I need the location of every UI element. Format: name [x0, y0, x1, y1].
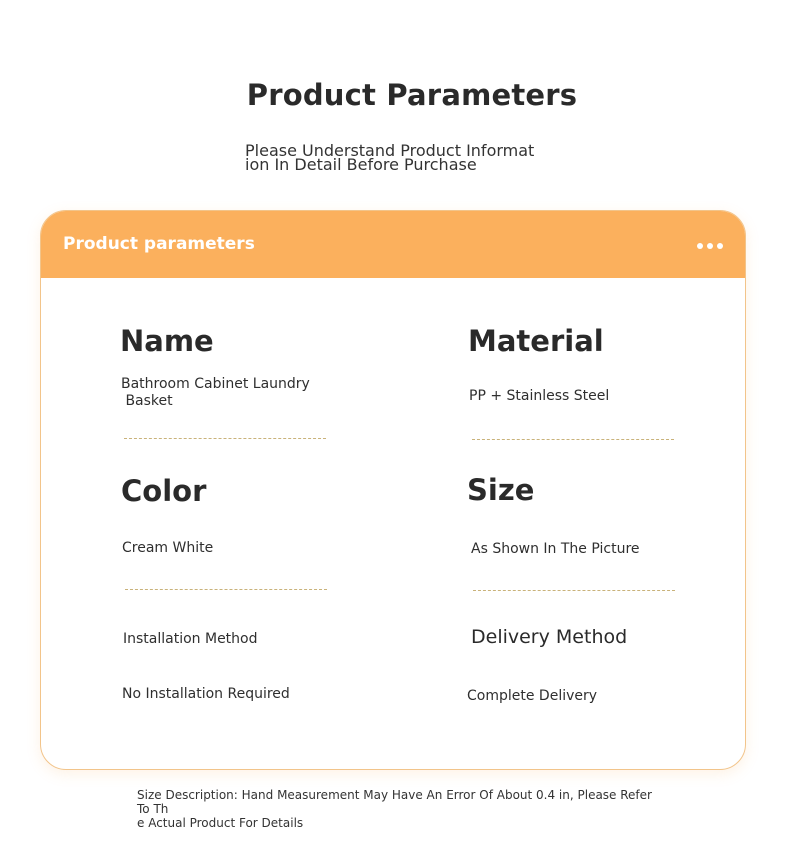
- divider: [125, 589, 327, 590]
- size-footnote: [137, 788, 657, 830]
- param-installation-value: No Installation Required: [122, 686, 290, 702]
- subtitle-line-2: ion In Detail Before Purchase: [245, 155, 477, 174]
- page-subtitle: [245, 141, 555, 174]
- param-name-value: [121, 376, 310, 410]
- footnote-line-1: Size Description: Hand Measurement May Have An Error Of About 0.4 in, Please Refer To Th: [137, 788, 652, 816]
- parameters-card: [40, 210, 746, 770]
- param-name-value-line-1: Bathroom Cabinet Laundry: [121, 376, 310, 392]
- param-material-label: Material: [468, 324, 604, 358]
- subtitle-line-1: Please Understand Product Informat: [245, 141, 535, 160]
- footnote-line-2: e Actual Product For Details: [137, 816, 304, 830]
- divider: [472, 439, 674, 440]
- more-dots-icon[interactable]: [697, 243, 723, 249]
- param-color-value: Cream White: [122, 540, 214, 556]
- param-name-value-line-2: Basket: [121, 393, 173, 409]
- dot: [697, 243, 703, 249]
- divider: [124, 438, 326, 439]
- card-header: [41, 211, 745, 278]
- dot: [717, 243, 723, 249]
- dot: [707, 243, 713, 249]
- card-header-title: Product parameters: [63, 234, 255, 254]
- page-title: Product Parameters: [246, 78, 578, 112]
- param-delivery-value: Complete Delivery: [467, 688, 598, 704]
- param-size-value: As Shown In The Picture: [471, 541, 640, 557]
- param-name-label: Name: [120, 324, 214, 358]
- param-size-label: Size: [467, 473, 535, 507]
- param-material-value: PP + Stainless Steel: [469, 388, 610, 404]
- param-delivery-label: Delivery Method: [471, 626, 628, 648]
- param-color-label: Color: [121, 474, 207, 508]
- param-installation-label: Installation Method: [123, 631, 258, 647]
- divider: [473, 590, 675, 591]
